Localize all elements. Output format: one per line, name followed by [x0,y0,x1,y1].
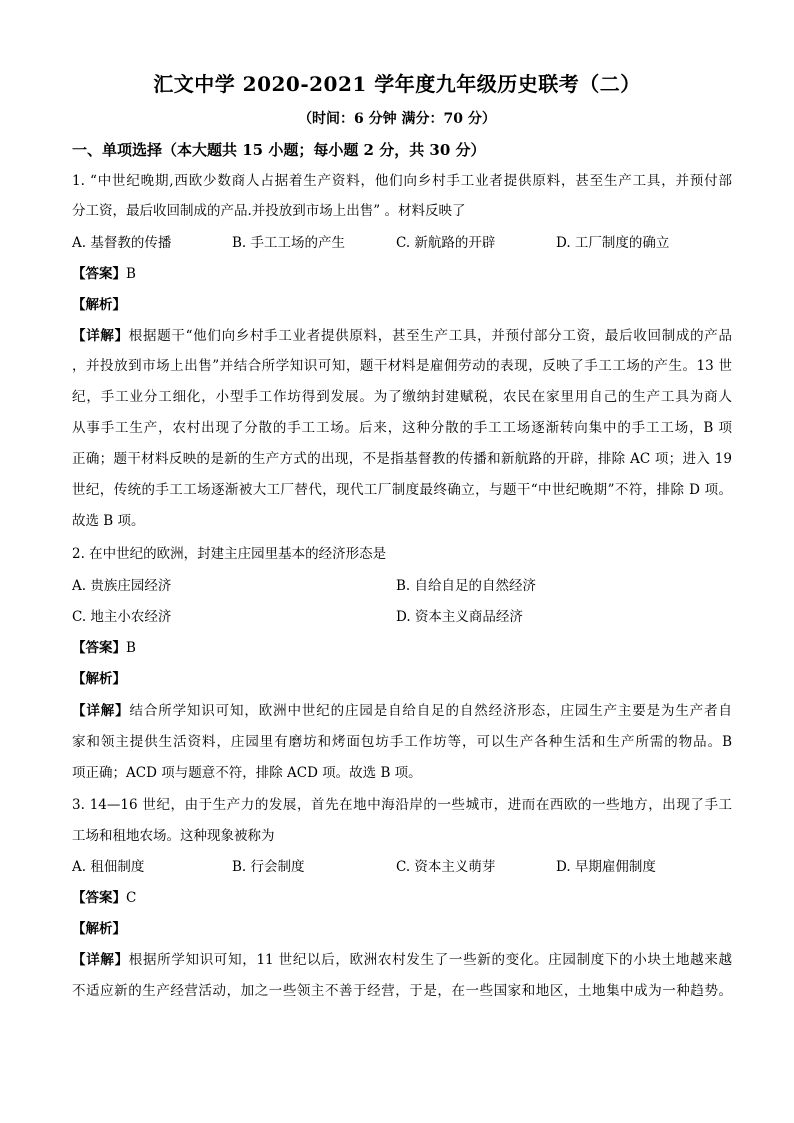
detail-tag: 【详解】 [72,952,129,968]
q3-answer [72,888,732,908]
q1-detail-text1: 根据题干“他们向乡村手工业者提供原料，甚至生产工具，并预付部分工资，最后收回制成的产品 [128,328,733,344]
q1-detail-line2: ，并投放到市场上出售”并结合所学知识可知，题干材料是雇佣劳动的表现，反映了手工工场的产生。13 世 [72,358,732,374]
q1-analysis-tag: 【解析】 [72,297,126,313]
q3-option-b: B. 行会制度 [232,859,305,875]
q1-detail-line5: 正确；题干材料反映的是新的生产方式的出现，不是指基督教的传播和新航路的开辟，排除 AC 项；进入 19 [72,451,732,467]
q1-detail-line3: 纪，手工业分工细化，小型手工作坊得到发展。为了缴纳封建赋税，农民在家里用自己的生产工具为商人 [72,389,732,405]
q2-analysis-tag: 【解析】 [72,671,126,687]
q2-detail-line2: 家和领主提供生活资料，庄园里有磨坊和烤面包坊手工作坊等，可以生产各种生活和生产所需的物品。B [72,734,732,750]
q2-answer [72,638,732,658]
q3-answer-value: C [126,890,137,906]
q1-detail-line4: 从事手工生产，农村出现了分散的手工工场。后来，这种分散的手工工场逐渐转向集中的手工工场，B 项 [72,420,732,436]
q2-option-b: B. 自给自足的自然经济 [396,578,537,594]
q1-option-b: B. 手工工场的产生 [232,235,346,251]
q1-stem-line2: 分工资，最后收回制成的产品.并投放到市场上出售” 。材料反映了 [72,203,466,219]
q1-option-d: D. 工厂制度的确立 [556,235,670,251]
q1-option-c: C. 新航路的开辟 [396,235,496,251]
q1-detail-line1 [72,326,732,346]
q2-answer-value: B [126,640,136,656]
q2-option-d: D. 资本主义商品经济 [396,609,523,625]
answer-tag: 【答案】 [72,640,126,656]
q2-detail-line3: 项正确；ACD 项与题意不符，排除 ACD 项。故选 B 项。 [72,765,422,781]
q2-stem-line1: 2. 在中世纪的欧洲，封建主庄园里基本的经济形态是 [72,546,387,562]
q3-stem-line1: 3. 14—16 世纪，由于生产力的发展，首先在地中海沿岸的一些城市，进而在西欧的一些地方，出现了手工 [72,797,732,813]
answer-tag: 【答案】 [72,266,126,282]
q1-answer [72,264,732,284]
q3-stem-line2: 工场和租地农场。这种现象被称为 [72,828,275,844]
q1-stem-line1: 1. “中世纪晚期,西欧少数商人占据着生产资料，他们向乡村手工业者提供原料，甚至生产工具，并预付部 [72,173,732,189]
q1-detail-line6: 世纪，传统的手工工场逐渐被大工厂替代，现代工厂制度最终确立，与题干“中世纪晚期”不符，排除 D 项。 [72,482,732,498]
q3-detail-text1: 根据所学知识可知，11 世纪以后，欧洲农村发生了一些新的变化。庄园制度下的小块土地越来越 [128,952,733,968]
q2-option-c: C. 地主小农经济 [72,609,172,625]
q2-option-a: A. 贵族庄园经济 [72,578,172,594]
section-title: 一、单项选择（本大题共 15 小题；每小题 2 分，共 30 分） [72,141,486,159]
q1-detail-line7: 故选 B 项。 [72,513,145,529]
q1-answer-value: B [126,266,136,282]
q3-option-c: C. 资本主义萌芽 [396,859,496,875]
exam-subtitle: （时间：6 分钟 满分：70 分） [298,111,496,127]
answer-tag: 【答案】 [72,890,126,906]
page-title: 汇文中学 2020-2021 学年度九年级历史联考（二） [153,72,641,96]
q3-option-a: A. 租佃制度 [72,859,145,875]
q3-analysis-tag: 【解析】 [72,921,126,937]
q2-detail-text1: 结合所学知识可知，欧洲中世纪的庄园是自给自足的自然经济形态，庄园生产主要是为生产者自 [129,703,733,719]
q2-detail-line1 [72,701,732,721]
q3-option-d: D. 早期雇佣制度 [556,859,656,875]
q3-detail-line2: 不适应新的生产经营活动，加之一些领主不善于经营，于是，在一些国家和地区，土地集中成为一种趋势。 [72,983,732,999]
q1-option-a: A. 基督教的传播 [72,235,172,251]
detail-tag: 【详解】 [72,703,130,719]
q3-detail-line1 [72,950,732,970]
detail-tag: 【详解】 [72,328,129,344]
